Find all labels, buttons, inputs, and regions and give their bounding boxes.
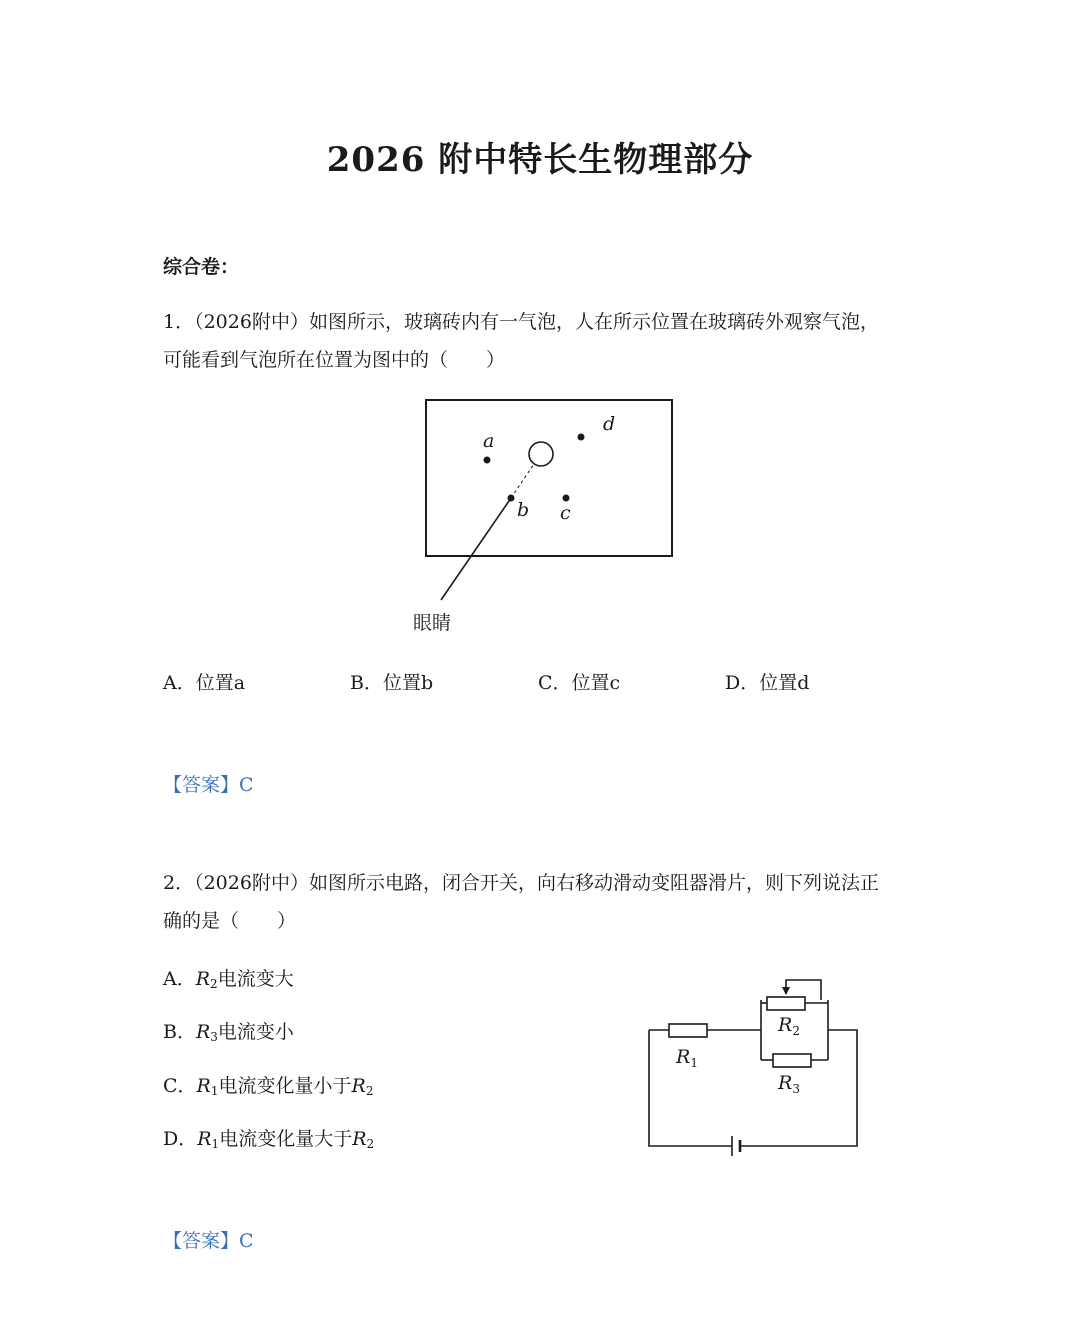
q1-answer-value: C: [239, 774, 254, 796]
label-r1: $R_1$: [676, 1046, 698, 1070]
point-c-label: c: [560, 502, 571, 524]
q2-answer-value: C: [239, 1230, 254, 1252]
q2-answer: [163, 1226, 254, 1253]
q1-answer-label: 【答案】: [163, 774, 240, 796]
q2-option-c: C．$R_1$电流变化量小于$R_2$: [163, 1075, 374, 1098]
q1-figure: [400, 392, 700, 642]
q2-stem-line1: 2．（2026附中）如图所示电路，闭合开关，向右移动滑动变阻器滑片，则下列说法正: [163, 872, 879, 894]
point-a-label: a: [483, 430, 495, 452]
resistor-r2: [767, 997, 805, 1010]
page-title: 2026 附中特长生物理部分: [326, 140, 754, 180]
point-b-label: b: [517, 499, 530, 521]
q1-option-d: D．位置d: [725, 672, 810, 694]
point-a-dot: [484, 457, 491, 464]
q2-answer-label: 【答案】: [163, 1230, 240, 1252]
section-label: 综合卷：: [163, 256, 240, 278]
q1-stem-line1: 1．（2026附中）如图所示，玻璃砖内有一气泡，人在所示位置在玻璃砖外观察气泡，: [163, 311, 879, 333]
resistor-r3: [773, 1054, 811, 1067]
point-d-dot: [578, 434, 585, 441]
q1-stem-line2: 可能看到气泡所在位置为图中的（ ）: [163, 349, 506, 371]
point-c-dot: [563, 495, 570, 502]
eye-label: 眼睛: [413, 612, 452, 634]
label-r3: $R_3$: [778, 1072, 800, 1096]
q2-circuit-figure: [640, 970, 870, 1170]
slider-arrow: [782, 987, 790, 995]
dashed-sight-line: [511, 464, 534, 498]
q2-option-a: A．$R_2$电流变大: [163, 968, 294, 991]
q2-option-b: B．$R_3$电流变小: [163, 1021, 294, 1044]
resistor-r1: [669, 1024, 707, 1037]
q2-stem-line2: 确的是（ ）: [163, 910, 297, 932]
q2-option-d: D．$R_1$电流变化量大于$R_2$: [163, 1128, 375, 1151]
glass-brick: [426, 400, 672, 556]
bubble: [529, 442, 553, 466]
wire-left: [649, 1030, 732, 1146]
q1-option-c: C．位置c: [538, 672, 621, 694]
q1-option-a: A．位置a: [163, 672, 246, 694]
point-d-label: d: [603, 413, 616, 435]
q1-option-b: B．位置b: [350, 672, 434, 694]
label-r2: $R_2$: [778, 1014, 800, 1038]
sight-line: [441, 498, 511, 600]
q1-answer: [163, 770, 254, 797]
